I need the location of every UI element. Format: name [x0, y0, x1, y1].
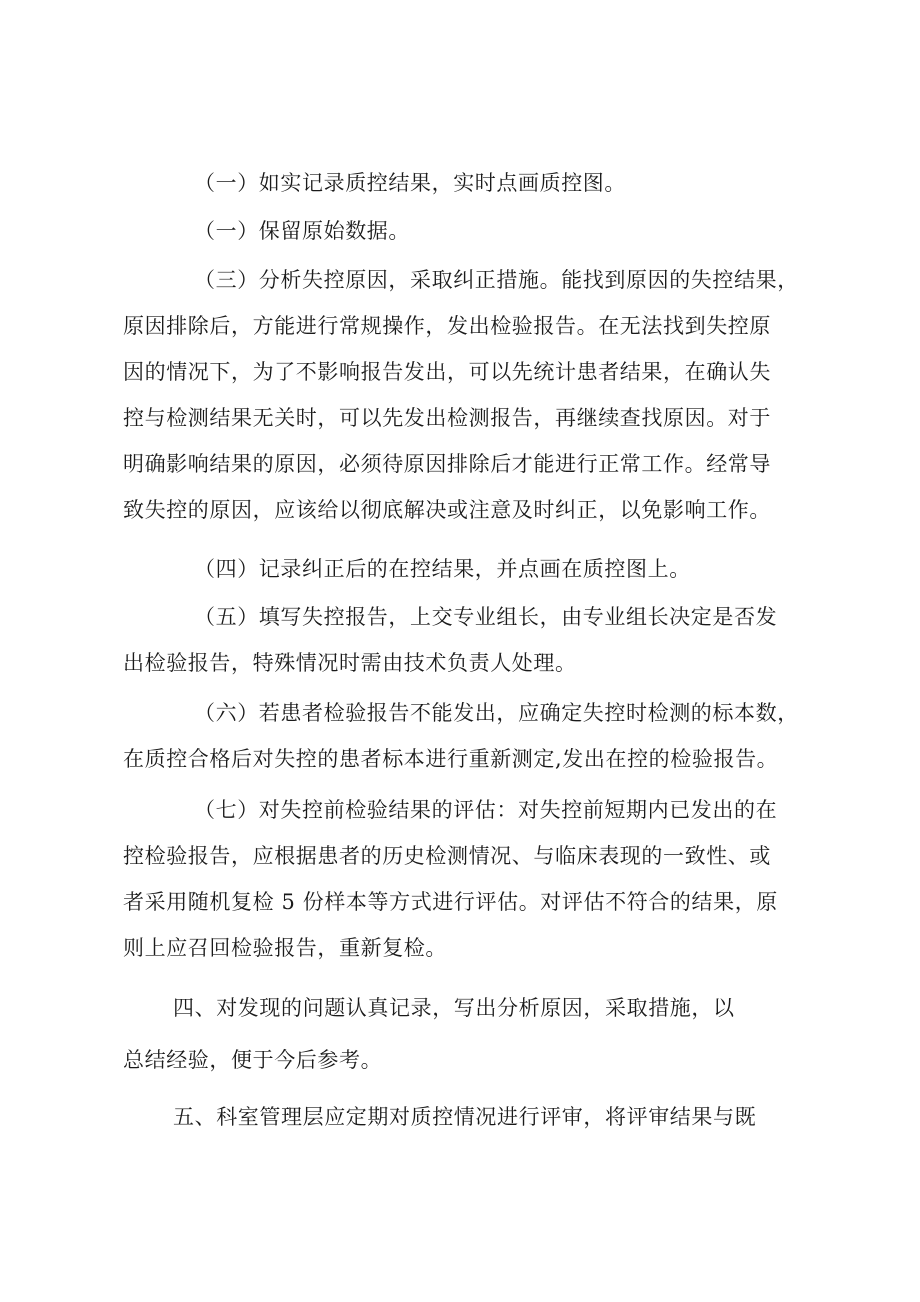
text-line: 者采用随机复检 5 份样本等方式进行评估。对评估不符合的结果，原	[123, 890, 778, 914]
text-line: （一）保留原始数据。	[194, 219, 410, 243]
paragraph-record-corrected	[123, 546, 823, 592]
text-line: 原因排除后，方能进行常规操作，发出检验报告。在无法找到失控原	[123, 314, 771, 338]
text-line: （六）若患者检验报告不能发出，应确定失控时检测的标本数，	[194, 701, 799, 725]
paragraph-keep-raw-data	[123, 208, 823, 254]
text-line: （一）如实记录质控结果，实时点画质控图。	[194, 171, 626, 195]
text-line: （四）记录纠正后的在控结果，并点画在质控图上。	[194, 557, 691, 581]
text-line: 明确影响结果的原因，必须待原因排除后才能进行正常工作。经常导	[123, 452, 771, 476]
text-line: （七）对失控前检验结果的评估：对失控前短期内已发出的在	[194, 798, 778, 822]
paragraph-patient-reports	[123, 690, 823, 782]
text-line: 致失控的原因，应该给以彻底解决或注意及时纠正，以免影响工作。	[123, 498, 771, 522]
paragraph-evaluation	[123, 787, 823, 971]
text-line: （三）分析失控原因，采取纠正措施。能找到原因的失控结果，	[194, 268, 799, 292]
text-line: 控检验报告，应根据患者的历史检测情况、与临床表现的一致性、或	[123, 844, 771, 868]
text-line: （五）填写失控报告，上交专业组长，由专业组长决定是否发	[194, 605, 778, 629]
text-line: 控与检测结果无关时，可以先发出检测报告，再继续查找原因。对于	[123, 406, 771, 430]
text-line: 五、科室管理层应定期对质控情况进行评审，将评审结果与既	[173, 1105, 757, 1129]
paragraph-record-results	[123, 160, 823, 206]
text-line: 四、对发现的问题认真记录，写出分析原因，采取措施，以	[173, 996, 735, 1020]
text-line: 在质控合格后对失控的患者标本进行重新测定,发出在控的检验报告。	[123, 747, 779, 771]
paragraph-fill-report	[123, 594, 823, 686]
text-line: 出检验报告，特殊情况时需由技术负责人处理。	[123, 651, 577, 675]
paragraph-section-four	[123, 985, 823, 1083]
text-line: 因的情况下，为了不影响报告发出，可以先统计患者结果，在确认失	[123, 360, 771, 384]
paragraph-analyze-causes	[123, 257, 823, 533]
text-line: 则上应召回检验报告，重新复检。	[123, 936, 447, 960]
text-line: 总结经验，便于今后参考。	[123, 1048, 383, 1072]
paragraph-section-five	[123, 1094, 823, 1140]
